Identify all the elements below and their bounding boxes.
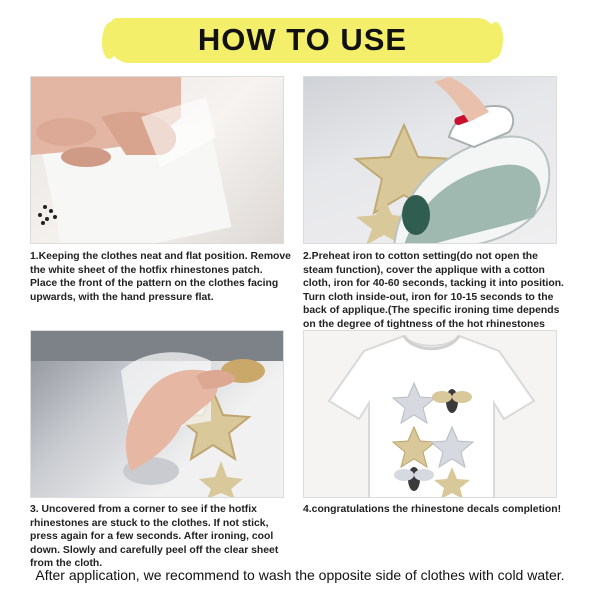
step-3-photo <box>30 330 284 498</box>
step-2-photo <box>303 76 557 244</box>
step-4-photo <box>303 330 557 498</box>
step-4-caption: 4.congratulations the rhinestone decals completion! <box>303 504 562 515</box>
step-3-caption: 3. Uncovered from a corner to see if the hotfix rhinestones are stuck to the clothes. If not stick, press again for a few seconds. After ironing, cool down. Slowly and carefully peel off the clear sheet from the cloth. <box>30 504 279 570</box>
step-2-caption: 2.Preheat iron to cotton setting(do not open the steam function), cover the applique with a cotton cloth, iron for 40-60 seconds, tacking it into position. Turn cloth inside-out, iron for 10-15 seconds to the back of applique.(The specific ironing time depends on the degree of tightness of the hot rhinestones <box>303 251 564 330</box>
step-1-photo <box>30 76 284 244</box>
wash-note: After application, we recommend to wash the opposite side of clothes with cold water. <box>35 567 565 583</box>
step-1-caption: 1.Keeping the clothes neat and flat position. Remove the white sheet of the hotfix rhinestones patch. Place the front of the pattern on the clothes facing upwards, with the hand pressure flat. <box>30 251 291 303</box>
page-title: HOW TO USE <box>197 22 408 57</box>
